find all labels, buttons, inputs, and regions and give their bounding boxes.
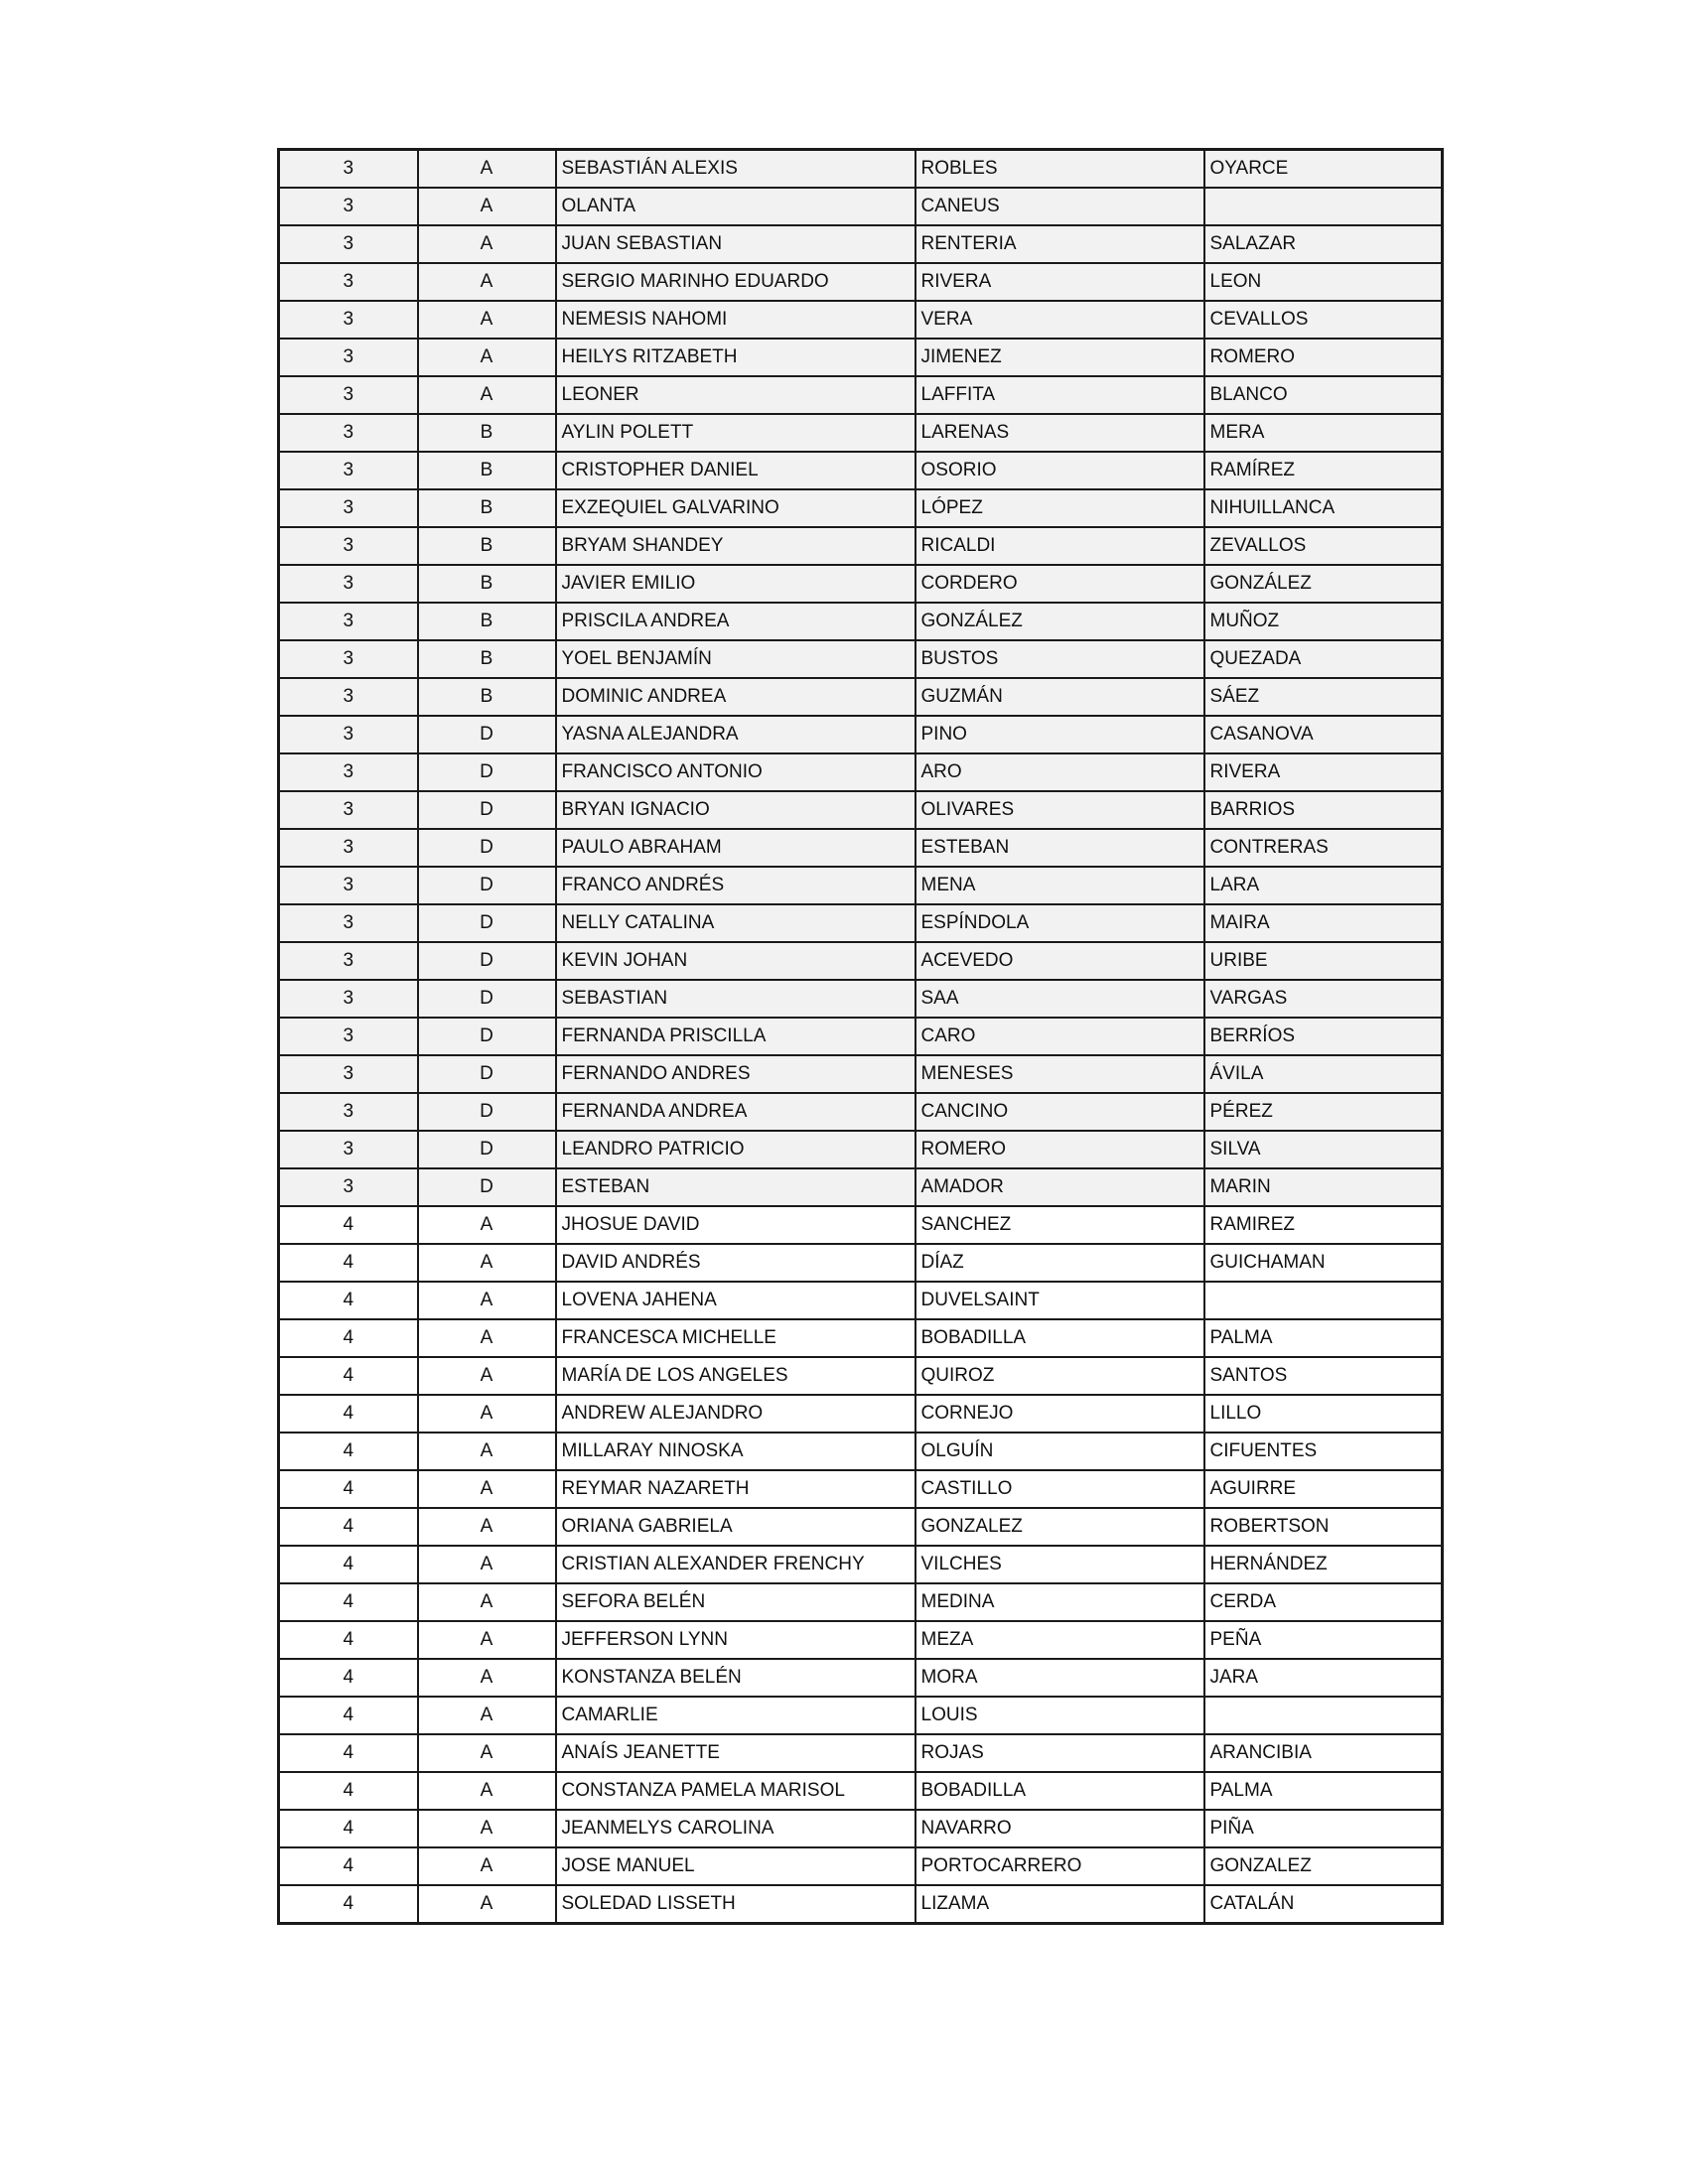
maternal-surname-cell: LILLO [1204, 1395, 1443, 1433]
section-cell: D [418, 753, 556, 791]
grade-cell: 4 [279, 1885, 418, 1924]
section-cell: A [418, 1244, 556, 1282]
maternal-surname-cell: MARIN [1204, 1168, 1443, 1206]
section-cell: A [418, 1206, 556, 1244]
paternal-surname-cell: ARO [915, 753, 1204, 791]
paternal-surname-cell: ROBLES [915, 150, 1204, 189]
first-names-cell: KONSTANZA BELÉN [556, 1659, 915, 1697]
table-row [279, 942, 1443, 980]
maternal-surname-cell: CIFUENTES [1204, 1433, 1443, 1470]
paternal-surname-cell: BUSTOS [915, 640, 1204, 678]
maternal-surname-cell: RIVERA [1204, 753, 1443, 791]
grade-cell: 3 [279, 414, 418, 452]
first-names-cell: OLANTA [556, 188, 915, 225]
grade-cell: 3 [279, 339, 418, 376]
section-cell: D [418, 1168, 556, 1206]
paternal-surname-cell: QUIROZ [915, 1357, 1204, 1395]
maternal-surname-cell [1204, 1282, 1443, 1319]
section-cell: B [418, 565, 556, 603]
section-cell: A [418, 1621, 556, 1659]
grade-cell: 3 [279, 489, 418, 527]
paternal-surname-cell: CANCINO [915, 1093, 1204, 1131]
grade-cell: 3 [279, 942, 418, 980]
section-cell: B [418, 640, 556, 678]
section-cell: A [418, 339, 556, 376]
grade-cell: 4 [279, 1734, 418, 1772]
section-cell: D [418, 867, 556, 904]
maternal-surname-cell: BERRÍOS [1204, 1018, 1443, 1055]
first-names-cell: DOMINIC ANDREA [556, 678, 915, 716]
table-row [279, 1734, 1443, 1772]
table-row [279, 1508, 1443, 1546]
maternal-surname-cell: ARANCIBIA [1204, 1734, 1443, 1772]
paternal-surname-cell: BOBADILLA [915, 1319, 1204, 1357]
paternal-surname-cell: CARO [915, 1018, 1204, 1055]
section-cell: A [418, 1810, 556, 1847]
table-row [279, 1885, 1443, 1924]
table-row [279, 716, 1443, 753]
grade-cell: 3 [279, 904, 418, 942]
table-row [279, 376, 1443, 414]
paternal-surname-cell: VILCHES [915, 1546, 1204, 1583]
table-row [279, 1847, 1443, 1885]
grade-cell: 3 [279, 791, 418, 829]
first-names-cell: HEILYS RITZABETH [556, 339, 915, 376]
first-names-cell: JUAN SEBASTIAN [556, 225, 915, 263]
section-cell: A [418, 1847, 556, 1885]
maternal-surname-cell: PEÑA [1204, 1621, 1443, 1659]
grade-cell: 3 [279, 301, 418, 339]
paternal-surname-cell: ESPÍNDOLA [915, 904, 1204, 942]
paternal-surname-cell: JIMENEZ [915, 339, 1204, 376]
grade-cell: 3 [279, 753, 418, 791]
first-names-cell: JEANMELYS CAROLINA [556, 1810, 915, 1847]
table-row [279, 980, 1443, 1018]
paternal-surname-cell: RICALDI [915, 527, 1204, 565]
table-row [279, 603, 1443, 640]
maternal-surname-cell: NIHUILLANCA [1204, 489, 1443, 527]
maternal-surname-cell: GUICHAMAN [1204, 1244, 1443, 1282]
paternal-surname-cell: ROMERO [915, 1131, 1204, 1168]
section-cell: A [418, 1734, 556, 1772]
section-cell: D [418, 1093, 556, 1131]
section-cell: A [418, 1319, 556, 1357]
section-cell: A [418, 1772, 556, 1810]
section-cell: D [418, 942, 556, 980]
paternal-surname-cell: LOUIS [915, 1697, 1204, 1734]
first-names-cell: DAVID ANDRÉS [556, 1244, 915, 1282]
paternal-surname-cell: ROJAS [915, 1734, 1204, 1772]
paternal-surname-cell: GONZÁLEZ [915, 603, 1204, 640]
table-row [279, 452, 1443, 489]
first-names-cell: ANAÍS JEANETTE [556, 1734, 915, 1772]
section-cell: A [418, 150, 556, 189]
first-names-cell: MARÍA DE LOS ANGELES [556, 1357, 915, 1395]
paternal-surname-cell: SAA [915, 980, 1204, 1018]
maternal-surname-cell: CASANOVA [1204, 716, 1443, 753]
maternal-surname-cell: SÁEZ [1204, 678, 1443, 716]
paternal-surname-cell: PORTOCARRERO [915, 1847, 1204, 1885]
paternal-surname-cell: LAFFITA [915, 376, 1204, 414]
maternal-surname-cell: BLANCO [1204, 376, 1443, 414]
table-row [279, 1319, 1443, 1357]
paternal-surname-cell: SANCHEZ [915, 1206, 1204, 1244]
paternal-surname-cell: ACEVEDO [915, 942, 1204, 980]
first-names-cell: AYLIN POLETT [556, 414, 915, 452]
paternal-surname-cell: RENTERIA [915, 225, 1204, 263]
paternal-surname-cell: CANEUS [915, 188, 1204, 225]
grade-cell: 3 [279, 188, 418, 225]
section-cell: A [418, 1433, 556, 1470]
table-row [279, 263, 1443, 301]
section-cell: A [418, 301, 556, 339]
section-cell: D [418, 1131, 556, 1168]
maternal-surname-cell: ÁVILA [1204, 1055, 1443, 1093]
paternal-surname-cell: VERA [915, 301, 1204, 339]
table-row [279, 829, 1443, 867]
table-row [279, 1206, 1443, 1244]
section-cell: B [418, 527, 556, 565]
first-names-cell: PAULO ABRAHAM [556, 829, 915, 867]
paternal-surname-cell: DUVELSAINT [915, 1282, 1204, 1319]
grade-cell: 4 [279, 1357, 418, 1395]
first-names-cell: CRISTIAN ALEXANDER FRENCHY [556, 1546, 915, 1583]
table-row [279, 791, 1443, 829]
first-names-cell: CRISTOPHER DANIEL [556, 452, 915, 489]
paternal-surname-cell: NAVARRO [915, 1810, 1204, 1847]
maternal-surname-cell: SILVA [1204, 1131, 1443, 1168]
grade-cell: 4 [279, 1772, 418, 1810]
maternal-surname-cell: VARGAS [1204, 980, 1443, 1018]
table-row [279, 1621, 1443, 1659]
first-names-cell: JEFFERSON LYNN [556, 1621, 915, 1659]
section-cell: A [418, 1885, 556, 1924]
maternal-surname-cell: JARA [1204, 1659, 1443, 1697]
table-row [279, 414, 1443, 452]
table-row [279, 1244, 1443, 1282]
first-names-cell: ESTEBAN [556, 1168, 915, 1206]
table-row [279, 527, 1443, 565]
table-row [279, 565, 1443, 603]
table-row [279, 640, 1443, 678]
maternal-surname-cell: MERA [1204, 414, 1443, 452]
maternal-surname-cell [1204, 188, 1443, 225]
maternal-surname-cell: RAMÍREZ [1204, 452, 1443, 489]
section-cell: D [418, 716, 556, 753]
paternal-surname-cell: OSORIO [915, 452, 1204, 489]
first-names-cell: REYMAR NAZARETH [556, 1470, 915, 1508]
maternal-surname-cell: URIBE [1204, 942, 1443, 980]
first-names-cell: SERGIO MARINHO EDUARDO [556, 263, 915, 301]
first-names-cell: FERNANDO ANDRES [556, 1055, 915, 1093]
section-cell: B [418, 414, 556, 452]
maternal-surname-cell: ROBERTSON [1204, 1508, 1443, 1546]
paternal-surname-cell: AMADOR [915, 1168, 1204, 1206]
first-names-cell: EXZEQUIEL GALVARINO [556, 489, 915, 527]
table-row [279, 1055, 1443, 1093]
first-names-cell: JAVIER EMILIO [556, 565, 915, 603]
table-row [279, 188, 1443, 225]
student-roster-table [277, 148, 1444, 1925]
table-row [279, 1433, 1443, 1470]
maternal-surname-cell: SALAZAR [1204, 225, 1443, 263]
table-row [279, 1470, 1443, 1508]
paternal-surname-cell: DÍAZ [915, 1244, 1204, 1282]
maternal-surname-cell: ZEVALLOS [1204, 527, 1443, 565]
maternal-surname-cell: CONTRERAS [1204, 829, 1443, 867]
maternal-surname-cell: CATALÁN [1204, 1885, 1443, 1924]
maternal-surname-cell: LEON [1204, 263, 1443, 301]
roster-table-body [279, 150, 1443, 1924]
first-names-cell: FERNANDA ANDREA [556, 1093, 915, 1131]
paternal-surname-cell: MEZA [915, 1621, 1204, 1659]
grade-cell: 4 [279, 1470, 418, 1508]
section-cell: A [418, 1508, 556, 1546]
grade-cell: 3 [279, 263, 418, 301]
grade-cell: 4 [279, 1206, 418, 1244]
paternal-surname-cell: OLGUÍN [915, 1433, 1204, 1470]
grade-cell: 3 [279, 716, 418, 753]
maternal-surname-cell: OYARCE [1204, 150, 1443, 189]
paternal-surname-cell: GONZALEZ [915, 1508, 1204, 1546]
maternal-surname-cell: ROMERO [1204, 339, 1443, 376]
section-cell: B [418, 489, 556, 527]
table-row [279, 489, 1443, 527]
section-cell: A [418, 1546, 556, 1583]
section-cell: A [418, 263, 556, 301]
section-cell: D [418, 1055, 556, 1093]
grade-cell: 3 [279, 603, 418, 640]
grade-cell: 4 [279, 1583, 418, 1621]
maternal-surname-cell: CERDA [1204, 1583, 1443, 1621]
table-row [279, 753, 1443, 791]
table-row [279, 1697, 1443, 1734]
grade-cell: 3 [279, 565, 418, 603]
first-names-cell: LEONER [556, 376, 915, 414]
first-names-cell: SEBASTIÁN ALEXIS [556, 150, 915, 189]
grade-cell: 3 [279, 867, 418, 904]
table-row [279, 678, 1443, 716]
first-names-cell: KEVIN JOHAN [556, 942, 915, 980]
paternal-surname-cell: ESTEBAN [915, 829, 1204, 867]
table-row [279, 1546, 1443, 1583]
table-row [279, 1282, 1443, 1319]
grade-cell: 3 [279, 1093, 418, 1131]
paternal-surname-cell: MENA [915, 867, 1204, 904]
first-names-cell: FERNANDA PRISCILLA [556, 1018, 915, 1055]
maternal-surname-cell: LARA [1204, 867, 1443, 904]
table-row [279, 1395, 1443, 1433]
section-cell: D [418, 980, 556, 1018]
first-names-cell: CAMARLIE [556, 1697, 915, 1734]
grade-cell: 4 [279, 1697, 418, 1734]
maternal-surname-cell: GONZÁLEZ [1204, 565, 1443, 603]
first-names-cell: LOVENA JAHENA [556, 1282, 915, 1319]
first-names-cell: ORIANA GABRIELA [556, 1508, 915, 1546]
maternal-surname-cell: PALMA [1204, 1772, 1443, 1810]
grade-cell: 3 [279, 527, 418, 565]
paternal-surname-cell: GUZMÁN [915, 678, 1204, 716]
section-cell: A [418, 1395, 556, 1433]
table-row [279, 339, 1443, 376]
grade-cell: 4 [279, 1395, 418, 1433]
first-names-cell: FRANCESCA MICHELLE [556, 1319, 915, 1357]
maternal-surname-cell: PÉREZ [1204, 1093, 1443, 1131]
grade-cell: 3 [279, 1018, 418, 1055]
paternal-surname-cell: OLIVARES [915, 791, 1204, 829]
table-row [279, 867, 1443, 904]
table-row [279, 301, 1443, 339]
table-row [279, 1168, 1443, 1206]
grade-cell: 4 [279, 1659, 418, 1697]
first-names-cell: YOEL BENJAMÍN [556, 640, 915, 678]
table-row [279, 1772, 1443, 1810]
first-names-cell: SEFORA BELÉN [556, 1583, 915, 1621]
first-names-cell: PRISCILA ANDREA [556, 603, 915, 640]
section-cell: A [418, 376, 556, 414]
first-names-cell: SOLEDAD LISSETH [556, 1885, 915, 1924]
table-row [279, 1093, 1443, 1131]
maternal-surname-cell: HERNÁNDEZ [1204, 1546, 1443, 1583]
section-cell: A [418, 1282, 556, 1319]
first-names-cell: CONSTANZA PAMELA MARISOL [556, 1772, 915, 1810]
section-cell: A [418, 1659, 556, 1697]
grade-cell: 4 [279, 1244, 418, 1282]
grade-cell: 3 [279, 452, 418, 489]
paternal-surname-cell: PINO [915, 716, 1204, 753]
section-cell: D [418, 791, 556, 829]
grade-cell: 3 [279, 225, 418, 263]
first-names-cell: NELLY CATALINA [556, 904, 915, 942]
paternal-surname-cell: BOBADILLA [915, 1772, 1204, 1810]
table-row [279, 1357, 1443, 1395]
grade-cell: 4 [279, 1433, 418, 1470]
maternal-surname-cell: AGUIRRE [1204, 1470, 1443, 1508]
grade-cell: 4 [279, 1508, 418, 1546]
grade-cell: 3 [279, 678, 418, 716]
first-names-cell: JHOSUE DAVID [556, 1206, 915, 1244]
grade-cell: 4 [279, 1282, 418, 1319]
maternal-surname-cell: SANTOS [1204, 1357, 1443, 1395]
maternal-surname-cell: RAMIREZ [1204, 1206, 1443, 1244]
section-cell: A [418, 1697, 556, 1734]
first-names-cell: NEMESIS NAHOMI [556, 301, 915, 339]
maternal-surname-cell: BARRIOS [1204, 791, 1443, 829]
section-cell: D [418, 904, 556, 942]
table-row [279, 1810, 1443, 1847]
table-row [279, 1018, 1443, 1055]
grade-cell: 4 [279, 1810, 418, 1847]
maternal-surname-cell: GONZALEZ [1204, 1847, 1443, 1885]
grade-cell: 3 [279, 829, 418, 867]
table-row [279, 904, 1443, 942]
paternal-surname-cell: LIZAMA [915, 1885, 1204, 1924]
table-row [279, 150, 1443, 189]
first-names-cell: FRANCISCO ANTONIO [556, 753, 915, 791]
paternal-surname-cell: CASTILLO [915, 1470, 1204, 1508]
maternal-surname-cell [1204, 1697, 1443, 1734]
grade-cell: 3 [279, 640, 418, 678]
maternal-surname-cell: MUÑOZ [1204, 603, 1443, 640]
maternal-surname-cell: QUEZADA [1204, 640, 1443, 678]
section-cell: A [418, 1357, 556, 1395]
maternal-surname-cell: PIÑA [1204, 1810, 1443, 1847]
first-names-cell: BRYAM SHANDEY [556, 527, 915, 565]
section-cell: A [418, 225, 556, 263]
grade-cell: 4 [279, 1847, 418, 1885]
first-names-cell: BRYAN IGNACIO [556, 791, 915, 829]
table-row [279, 225, 1443, 263]
first-names-cell: SEBASTIAN [556, 980, 915, 1018]
paternal-surname-cell: MEDINA [915, 1583, 1204, 1621]
paternal-surname-cell: MENESES [915, 1055, 1204, 1093]
first-names-cell: ANDREW ALEJANDRO [556, 1395, 915, 1433]
paternal-surname-cell: RIVERA [915, 263, 1204, 301]
first-names-cell: LEANDRO PATRICIO [556, 1131, 915, 1168]
maternal-surname-cell: PALMA [1204, 1319, 1443, 1357]
section-cell: D [418, 1018, 556, 1055]
table-row [279, 1131, 1443, 1168]
section-cell: D [418, 829, 556, 867]
grade-cell: 3 [279, 1168, 418, 1206]
section-cell: A [418, 1470, 556, 1508]
table-row [279, 1583, 1443, 1621]
maternal-surname-cell: MAIRA [1204, 904, 1443, 942]
grade-cell: 4 [279, 1319, 418, 1357]
first-names-cell: FRANCO ANDRÉS [556, 867, 915, 904]
grade-cell: 3 [279, 1055, 418, 1093]
section-cell: A [418, 1583, 556, 1621]
paternal-surname-cell: CORNEJO [915, 1395, 1204, 1433]
paternal-surname-cell: LÓPEZ [915, 489, 1204, 527]
grade-cell: 3 [279, 376, 418, 414]
grade-cell: 3 [279, 980, 418, 1018]
first-names-cell: MILLARAY NINOSKA [556, 1433, 915, 1470]
first-names-cell: YASNA ALEJANDRA [556, 716, 915, 753]
section-cell: B [418, 603, 556, 640]
grade-cell: 3 [279, 150, 418, 189]
paternal-surname-cell: MORA [915, 1659, 1204, 1697]
paternal-surname-cell: CORDERO [915, 565, 1204, 603]
paternal-surname-cell: LARENAS [915, 414, 1204, 452]
section-cell: B [418, 452, 556, 489]
grade-cell: 3 [279, 1131, 418, 1168]
grade-cell: 4 [279, 1621, 418, 1659]
section-cell: A [418, 188, 556, 225]
grade-cell: 4 [279, 1546, 418, 1583]
section-cell: B [418, 678, 556, 716]
maternal-surname-cell: CEVALLOS [1204, 301, 1443, 339]
table-row [279, 1659, 1443, 1697]
first-names-cell: JOSE MANUEL [556, 1847, 915, 1885]
